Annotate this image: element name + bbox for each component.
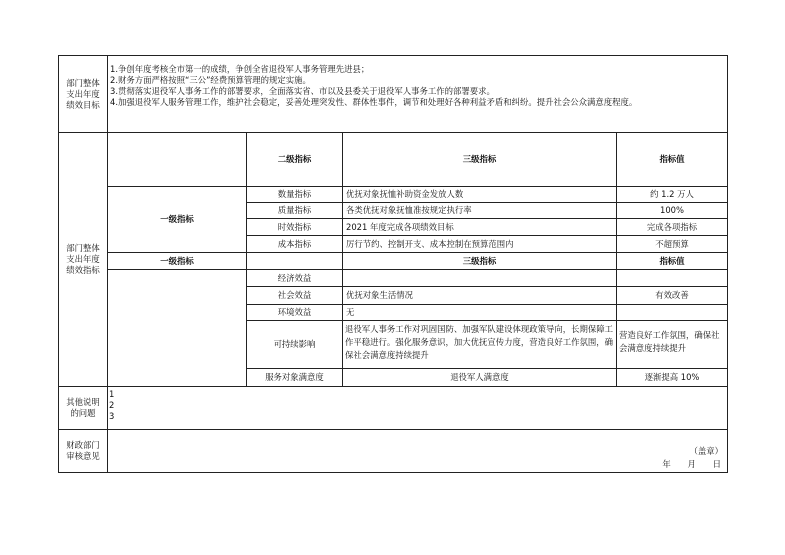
indicators-label-text: 部门整体支出年度绩效指标	[66, 243, 100, 275]
review-label-text: 财政部门审核意见	[66, 440, 100, 461]
g1-row2-level3: 各类优抚对象抚恤准按规定执行率	[342, 202, 617, 219]
other-item-2: 2	[109, 400, 115, 410]
other-label-text: 其他说明的问题	[66, 397, 100, 418]
goals-label-text: 部门整体支出年度绩效目标	[66, 77, 100, 110]
g2-row3-value	[616, 304, 728, 321]
g1-row4-level3: 厉行节约、控制开支、成本控制在预算范围内	[342, 235, 617, 253]
other-content	[107, 386, 728, 430]
header1-value: 指标值	[616, 132, 728, 187]
header2-value: 指标值	[616, 252, 728, 270]
other-label	[58, 386, 108, 430]
g2-row4-value: 营造良好工作氛围，确保社会满意度持续提升	[616, 320, 728, 369]
header2-blank	[246, 252, 343, 270]
review-content	[107, 429, 728, 473]
g1-row1-level2: 数量指标	[246, 186, 343, 203]
g2-row2-level2: 社会效益	[246, 286, 343, 305]
g2-row5-level2: 服务对象满意度	[246, 368, 343, 387]
g1-row3-value: 完成各项指标	[616, 218, 728, 236]
header1-blank	[107, 132, 247, 187]
goal-item-1: 1.争创年度考核全市第一的成绩，争创全省退役军人事务管理先进县；	[110, 64, 370, 74]
g2-row5-value: 逐渐提高 10%	[616, 368, 728, 387]
g2-row5-level3: 退役军人满意度	[342, 368, 617, 387]
other-item-3: 3	[109, 411, 115, 421]
g1-row3-level3: 2021 年度完成各项绩效目标	[342, 218, 617, 236]
g1-row1-level3: 优抚对象抚恤补助资金发放人数	[342, 186, 617, 203]
review-stamp: （盖章）	[689, 446, 723, 456]
g1-row2-value: 100%	[616, 202, 728, 219]
header2-level1: 一级指标	[107, 252, 247, 270]
g2-row3-level2: 环境效益	[246, 304, 343, 321]
goals-content	[107, 55, 728, 133]
review-date: 年 月 日	[662, 459, 721, 469]
group2-level1	[107, 269, 247, 387]
indicators-label	[58, 132, 108, 387]
g2-row1-level3	[342, 269, 617, 287]
other-item-1: 1	[109, 389, 115, 399]
goal-item-4: 4.加强退役军人服务管理工作，维护社会稳定，妥善处理突发性、群体性事件，调节和处理好各种利益矛盾和纠纷。提升社会公众满意度程度。	[110, 97, 638, 107]
goals-label	[58, 55, 108, 133]
header1-level2: 二级指标	[246, 132, 343, 187]
g2-row4-level2: 可持续影响	[246, 320, 343, 369]
g2-row2-level3: 优抚对象生活情况	[342, 286, 617, 305]
header2-level3: 三级指标	[342, 252, 617, 270]
g2-row4-level3: 退役军人事务工作对巩固国防、加强军队建设体现政策导向，长期保障工作平稳进行。强化服务意识，加大优抚宣传力度，营造良好工作氛围，确保社会满意度持续提升	[342, 320, 617, 369]
g2-row1-level2: 经济效益	[246, 269, 343, 287]
g1-row2-level2: 质量指标	[246, 202, 343, 219]
g2-row2-value: 有效改善	[616, 286, 728, 305]
goal-item-2: 2.财务方面严格按照“三公”经费预算管理的规定实施。	[110, 75, 311, 85]
performance-table	[58, 55, 728, 473]
g2-row1-value	[616, 269, 728, 287]
g1-row1-value: 约 1.2 万人	[616, 186, 728, 203]
g2-row3-level3: 无	[342, 304, 617, 321]
g1-row3-level2: 时效指标	[246, 218, 343, 236]
goal-item-3: 3.贯彻落实退役军人事务工作的部署要求，全面落实省、市以及县委关于退役军人事务工作的部署要求。	[110, 86, 495, 96]
group1-level1: 一级指标	[107, 186, 247, 253]
header1-level3: 三级指标	[342, 132, 617, 187]
g1-row4-value: 不超预算	[616, 235, 728, 253]
review-label	[58, 429, 108, 473]
g1-row4-level2: 成本指标	[246, 235, 343, 253]
